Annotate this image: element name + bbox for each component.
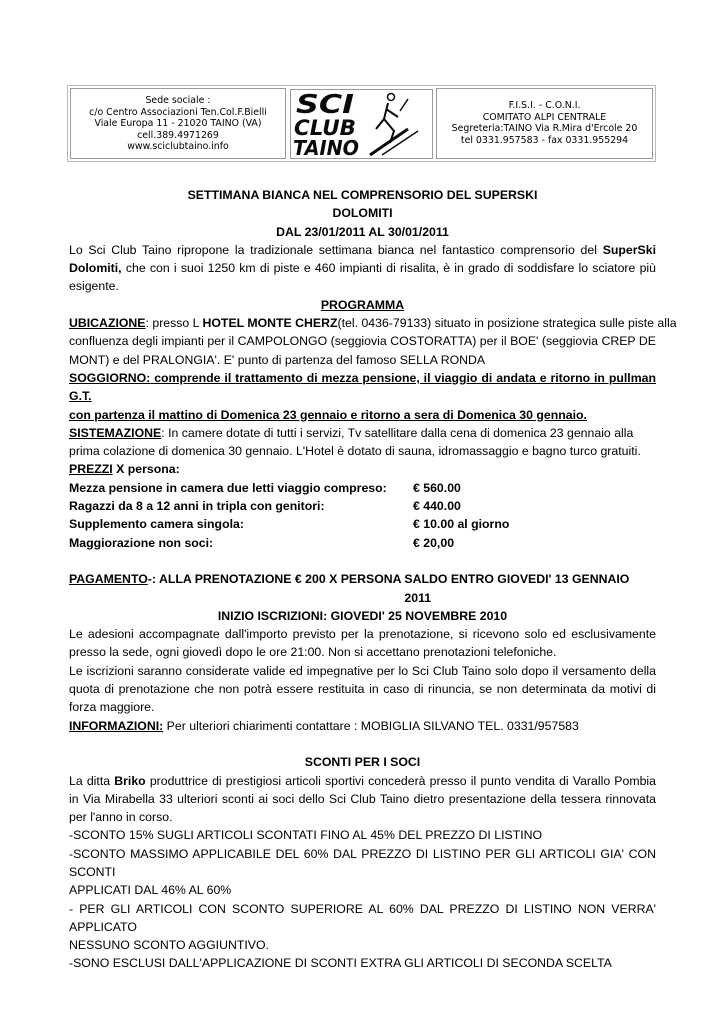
soggiorno-line-1: SOGGIORNO: comprende il trattamento di mezza pensione, il viaggio di andata e ritorno in pullman G.T. bbox=[69, 370, 656, 404]
pagamento-separator: -: bbox=[147, 572, 159, 587]
ubicazione-label: UBICAZIONE bbox=[69, 316, 146, 331]
letterhead bbox=[67, 85, 656, 162]
price-item: Supplemento camera singola: bbox=[69, 517, 244, 532]
pagamento-line bbox=[69, 570, 656, 607]
intro-paragraph bbox=[69, 241, 656, 296]
iscrizioni-line-1: Le iscrizioni saranno considerate valide ed impegnative per lo Sci Club Taino solo dopo il versamento della bbox=[69, 663, 656, 678]
informazioni-line bbox=[69, 717, 656, 735]
ubicazione-line-2: confluenza degli impianti per il CAMPOLONGO (seggiovia COSTORATTA) per il BOE' (seggiovia CREP DE bbox=[69, 334, 656, 349]
sconto-item-3-line-2: NESSUNO SCONTO AGGIUNTIVO. bbox=[69, 938, 269, 953]
price-item: Ragazzi da 8 a 12 anni in tripla con genitori: bbox=[69, 499, 325, 514]
sconto-item-2-line-2: APPLICATI DAL 46% AL 60% bbox=[69, 883, 232, 898]
heading-line-1: SETTIMANA BIANCA NEL COMPRENSORIO DEL SUPERSKI bbox=[187, 188, 538, 202]
sconto-item-1: -SCONTO 15% SUGLI ARTICOLI SCONTATI FINO AL 45% DEL PREZZO DI LISTINO bbox=[69, 828, 543, 843]
superski-label: SuperSki bbox=[602, 242, 656, 257]
sconti-title: SCONTI PER I SOCI bbox=[304, 755, 421, 770]
price-row bbox=[69, 515, 656, 533]
price-value: € 20,00 bbox=[413, 535, 455, 550]
adesioni-line-2: presso la sede, ogni giovedì dopo le ore 21:00. Non si accettano prenotazioni telefoniche. bbox=[69, 645, 557, 660]
logo-word-club: CLUB bbox=[294, 116, 356, 140]
address-line: cell.389.4971269 bbox=[137, 129, 219, 141]
pagamento-balance: SALDO ENTRO GIOVEDI' 13 GENNAIO 2011 bbox=[404, 572, 630, 605]
sconto-item-3-line-1: - PER GLI ARTICOLI CON SCONTO SUPERIORE AL 60% DAL PREZZO DI LISTINO NON VERRA' APPLICATO bbox=[69, 901, 656, 934]
sconti-paragraph-line-1 bbox=[69, 772, 656, 790]
sistemazione-text: : In camere dotate di tutti i servizi, Tv satellitare dalla cena di domenica 23 gennaio alla bbox=[161, 425, 634, 440]
price-value: € 440.00 bbox=[413, 499, 461, 514]
informazioni-text: Per ulteriori chiarimenti contattare : MOBIGLIA SILVANO TEL. 0331/957583 bbox=[163, 718, 579, 733]
informazioni-label: INFORMAZIONI: bbox=[69, 718, 164, 733]
iscrizioni-line-3: forza maggiore. bbox=[69, 700, 155, 715]
federation-line: F.I.S.I. - C.O.N.I. bbox=[508, 100, 581, 111]
sconti-text-cont: produttrice di prestigiosi articoli sportivi concederà presso il punto vendita di Varallo Pombia bbox=[145, 773, 656, 788]
document-body bbox=[69, 186, 677, 973]
prezzi-label: PREZZI bbox=[69, 462, 113, 477]
committee-line: COMITATO ALPI CENTRALE bbox=[482, 111, 607, 123]
ubicazione-text-cont: (tel. 0436-79133) situato in posizione strategica sulle piste alla bbox=[337, 316, 677, 331]
price-row bbox=[69, 479, 656, 497]
price-item: Maggiorazione non soci: bbox=[69, 535, 214, 550]
adesioni-line-1: Le adesioni accompagnate dall'importo previsto per la prenotazione, si ricevono solo ed esclusivamente bbox=[69, 627, 656, 642]
secretariat-line: Segreteria:TAINO Via R.Mira d'Ercole 20 bbox=[451, 123, 638, 134]
ubicazione-line-1 bbox=[69, 314, 677, 332]
iscrizioni-line-2: quota di prenotazione che non potrà essere restituita in caso di rinuncia, se non determinata da motivi di bbox=[69, 682, 656, 697]
pagamento-label: PAGAMENTO bbox=[69, 572, 148, 587]
price-value: € 560.00 bbox=[413, 480, 461, 495]
price-row bbox=[69, 497, 656, 515]
sconto-item-4: -SONO ESCLUSI DALL'APPLICAZIONE DI SCONTI EXTRA GLI ARTICOLI DI SECONDA SCELTA bbox=[69, 956, 612, 971]
sistemazione-line-1 bbox=[69, 424, 656, 442]
pagamento-deposit bbox=[69, 570, 404, 607]
price-value: € 10.00 al giorno bbox=[413, 517, 510, 532]
address-line: c/o Centro Associazioni Ten.Col.F.Bielli bbox=[89, 106, 267, 118]
sconti-text: La ditta bbox=[69, 773, 115, 788]
club-address-box bbox=[70, 88, 286, 159]
ubicazione-text: : presso L bbox=[145, 316, 203, 331]
price-row bbox=[69, 534, 656, 552]
address-line: Viale Europa 11 - 21020 TAINO (VA) bbox=[94, 118, 262, 129]
prezzi-suffix: X persona: bbox=[112, 462, 180, 477]
sconti-paragraph-line-3: per l'anno in corso. bbox=[69, 810, 173, 825]
price-item: Mezza pensione in camera due letti viaggio compreso: bbox=[69, 480, 387, 495]
prezzi-heading bbox=[69, 460, 656, 478]
ubicazione-line-3: MONT) e del PRALONGIA'. E' punto di partenza del famoso SELLA RONDA bbox=[69, 352, 486, 367]
spacer bbox=[69, 735, 656, 753]
hotel-name: HOTEL MONTE CHERZ bbox=[202, 316, 338, 331]
logo-word-taino: TAINO bbox=[293, 136, 359, 159]
heading-line-2: DOLOMITI bbox=[332, 206, 393, 221]
website-line: www.sciclubtaino.info bbox=[127, 141, 229, 152]
sconti-paragraph-line-2: in Via Mirabella 33 ulteriori sconti ai soci dello Sci Club Taino dietro presentazione della tessera rinnovata bbox=[69, 791, 656, 806]
programma-title: PROGRAMMA bbox=[320, 297, 405, 312]
sistemazione-label: SISTEMAZIONE bbox=[69, 425, 162, 440]
iscrizioni-start: INIZIO ISCRIZIONI: GIOVEDI' 25 NOVEMBRE 2010 bbox=[217, 608, 508, 623]
logo-word-sci: SCI bbox=[296, 90, 355, 120]
pagamento-deposit-text: ALLA PRENOTAZIONE € 200 X PERSONA bbox=[158, 572, 402, 587]
dolomiti-label: Dolomiti, bbox=[69, 261, 122, 276]
sci-club-taino-logo bbox=[290, 89, 433, 159]
phone-fax-line: tel 0331.957583 - fax 0331.955294 bbox=[460, 134, 629, 146]
address-line: Sede sociale : bbox=[145, 95, 211, 106]
sconto-item-2-line-1: -SCONTO MASSIMO APPLICABILE DEL 60% DAL PREZZO DI LISTINO PER GLI ARTICOLI GIA' CON SCONTI bbox=[69, 846, 656, 879]
intro-text-cont: che con i suoi 1250 km di piste e 460 impianti di risalita, è in grado di soddisfare lo sciatore più esigente. bbox=[69, 261, 656, 294]
briko-label: Briko bbox=[114, 773, 146, 788]
heading-dates: DAL 23/01/2011 AL 30/01/2011 bbox=[276, 224, 449, 239]
federation-info-box bbox=[436, 88, 653, 159]
spacer bbox=[69, 552, 656, 570]
intro-text: Lo Sci Club Taino ripropone la tradizionale settimana bianca nel fantastico comprensorio del bbox=[69, 242, 603, 257]
soggiorno-line-2: con partenza il mattino di Domenica 23 gennaio e ritorno a sera di Domenica 30 gennaio. bbox=[69, 407, 587, 422]
sistemazione-line-2: prima colazione di domenica 30 gennaio. L'Hotel è dotato di sauna, idromassaggio e bagno turco gratuiti. bbox=[69, 444, 641, 459]
